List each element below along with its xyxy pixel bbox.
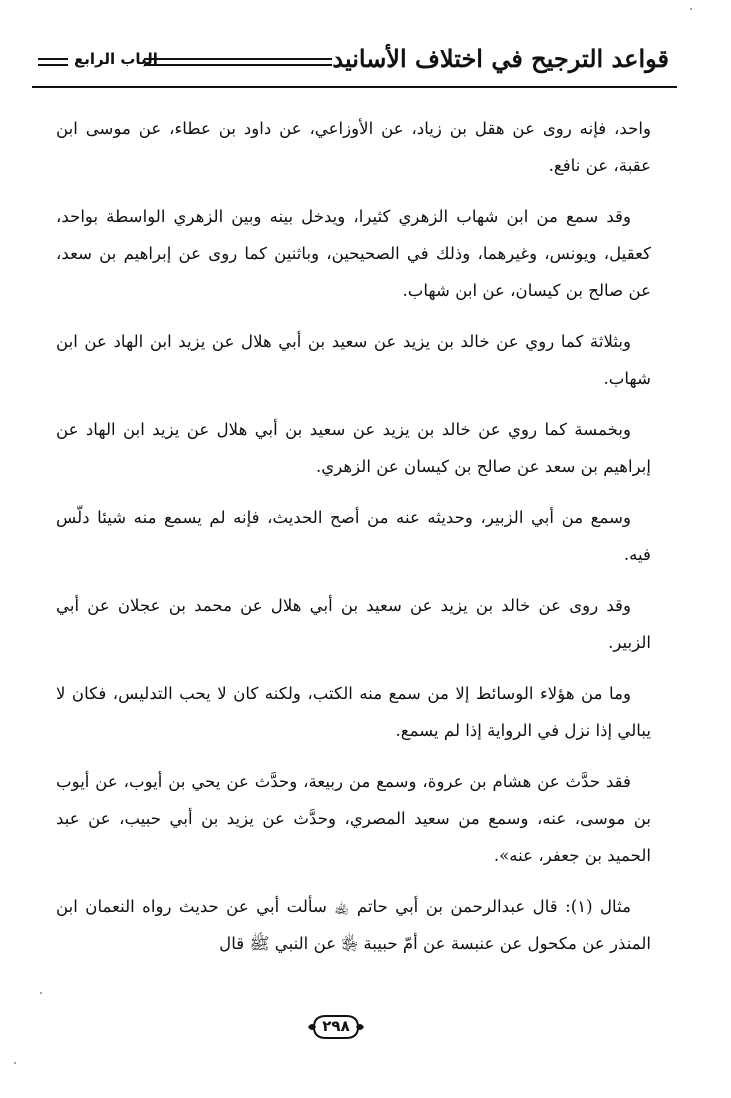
paragraph: وسمع من أبي الزبير، وحديثه عنه من أصح الحديث، فإنه لم يسمع منه شيئا دلّس فيه.: [56, 508, 651, 564]
body-text: [56, 110, 651, 976]
paragraph: وبثلاثة كما روي عن خالد بن يزيد عن سعيد بن أبي هلال عن يزيد ابن الهاد عن ابن شهاب.: [56, 332, 651, 388]
header-rule: [144, 58, 332, 60]
paragraph: وقد روى عن خالد بن يزيد عن سعيد بن أبي هلال عن محمد بن عجلان عن أبي الزبير.: [56, 596, 651, 652]
paragraph: وقد سمع من ابن شهاب الزهري كثيرا، ويدخل بينه وبين الزهري الواسطة بواحد، كعقيل، ويونس، وغيرهما، وذلك في الصحيحين، وباثنين كما روى عن إبراهيم بن سعد، عن صالح بن كيسان، عن ابن شهاب.: [56, 207, 651, 300]
running-header: [32, 40, 677, 88]
scan-speck: [40, 992, 42, 994]
scan-speck: [14, 1062, 16, 1064]
paragraph: وما من هؤلاء الوسائط إلا من سمع منه الكتب، ولكنه كان لا يحب التدليس، فكان لا يبالي إذا نزل في الرواية إذا لم يسمع.: [56, 684, 651, 740]
header-underline: [32, 86, 677, 88]
paragraph: فقد حدَّث عن هشام بن عروة، وسمع من ربيعة، وحدَّث عن يحي بن أيوب، عن أيوب بن موسى، عنه، وسمع من سعيد المصري، وحدَّث عن يزيد بن أبي حبيب، عن عبد الحميد بن جعفر، عنه».: [56, 772, 651, 865]
header-rule: [38, 58, 68, 60]
scan-speck: [690, 8, 692, 10]
page-number-badge: [306, 1012, 366, 1042]
header-rule: [38, 64, 68, 66]
book-title: قواعد الترجيح في اختلاف الأسانيد: [332, 44, 669, 73]
paragraph: وبخمسة كما روي عن خالد بن يزيد عن سعيد بن أبي هلال عن يزيد ابن الهاد عن إبراهيم بن سعد عن صالح بن كيسان عن الزهري.: [56, 420, 651, 476]
header-rule: [144, 64, 332, 66]
chapter-label: الباب الرابع: [74, 50, 158, 68]
paragraph: واحد، فإنه روى عن هقل بن زياد، عن الأوزاعي، عن داود بن عطاء، عن موسى ابن عقبة، عن نافع.: [56, 119, 651, 175]
paragraph: مثال (١): قال عبدالرحمن بن أبي حاتم ﵀ سألت أبي عن حديث رواه النعمان ابن المنذر عن مكحول عن عنبسة عن أمّ حبيبة ﵂ عن النبي ﷺ قال: [56, 897, 651, 953]
page-number: ٢٩٨: [322, 1017, 350, 1035]
